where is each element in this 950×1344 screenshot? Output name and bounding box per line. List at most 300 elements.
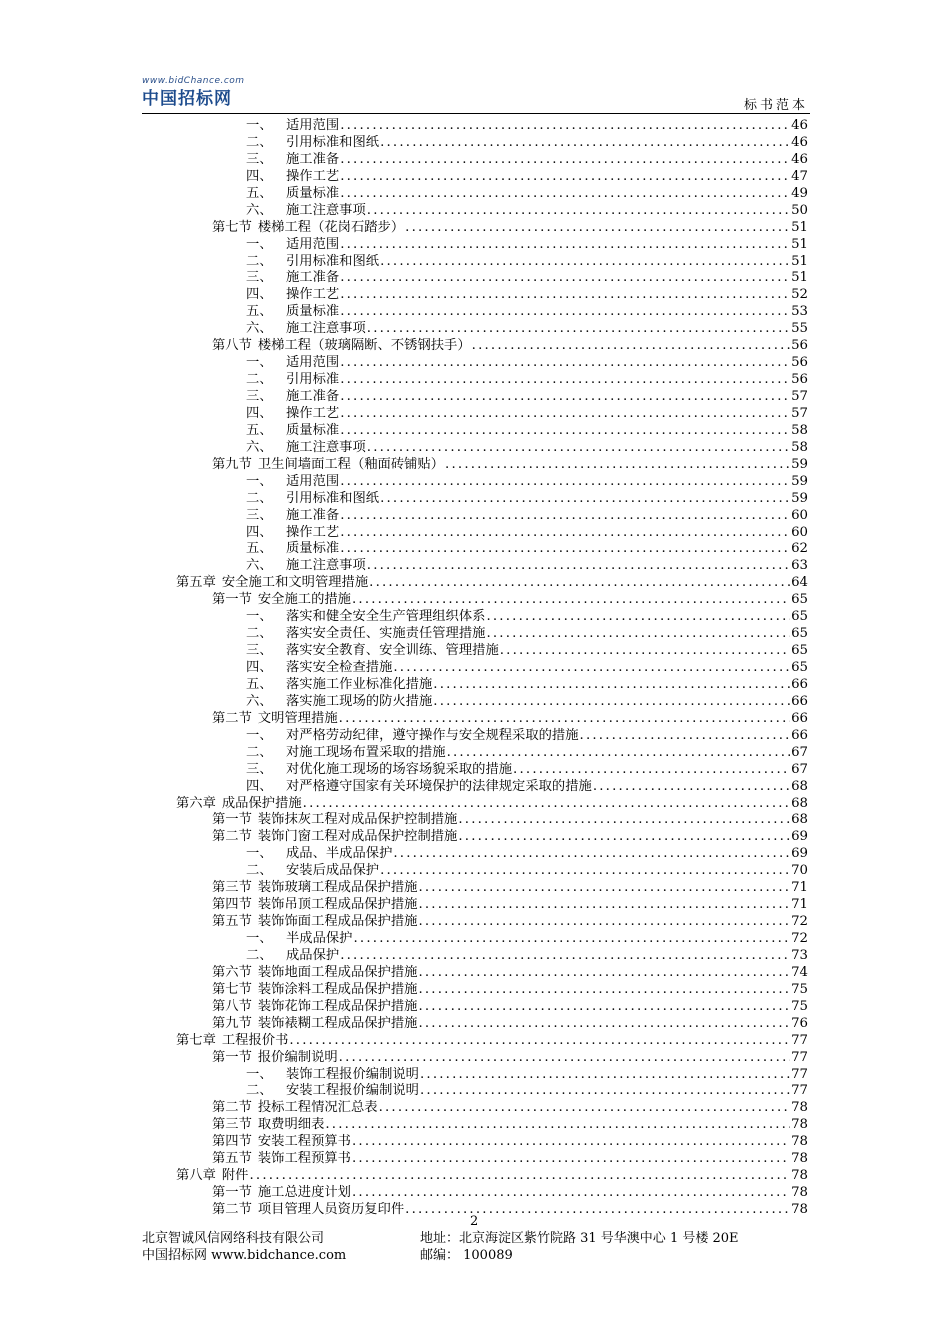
toc-entry-label	[212, 1202, 404, 1219]
toc-entry-title: 施工准备	[286, 389, 340, 404]
toc-entry-number: 三、	[246, 151, 273, 167]
toc-entry-title: 引用标准和图纸	[286, 134, 380, 150]
toc-entry-number: 四、	[246, 660, 273, 675]
toc-entry-number: 一、	[246, 1066, 273, 1082]
header-title: 标书范本	[743, 98, 808, 113]
toc-entry-label	[212, 829, 457, 846]
toc-entry-number: 二、	[246, 1083, 273, 1099]
toc-entry[interactable]	[142, 1083, 808, 1100]
toc-entry-label	[246, 677, 432, 694]
toc-entry-page: 65	[791, 626, 808, 642]
toc-entry-page: 63	[791, 558, 808, 574]
toc-entry[interactable]	[142, 372, 808, 389]
toc-entry-label	[246, 152, 339, 169]
toc-entry-title: 适用范围	[286, 118, 340, 133]
toc-entry-page: 59	[791, 490, 808, 506]
toc-entry[interactable]	[142, 609, 808, 626]
toc-entry[interactable]	[142, 203, 808, 220]
toc-dot-leader	[340, 237, 790, 254]
toc-entry-page: 51	[791, 270, 808, 286]
toc-entry[interactable]	[142, 491, 808, 508]
toc-entry-page: 60	[791, 507, 808, 523]
toc-entry-page: 67	[791, 761, 808, 777]
toc-entry[interactable]	[142, 237, 808, 254]
toc-entry[interactable]	[142, 931, 808, 948]
toc-entry-title: 质量标准	[286, 185, 340, 201]
toc-entry[interactable]	[142, 254, 808, 271]
toc-entry[interactable]	[142, 1117, 808, 1134]
toc-entry-number: 第九节	[212, 1015, 252, 1031]
toc-dot-leader	[472, 338, 790, 355]
toc-entry-page: 65	[791, 643, 808, 659]
toc-entry-page: 53	[791, 304, 808, 320]
toc-entry[interactable]	[142, 270, 808, 287]
toc-dot-leader	[500, 643, 790, 660]
toc-entry-number: 二、	[246, 947, 273, 963]
toc-entry[interactable]	[142, 406, 808, 423]
toc-entry-page: 60	[791, 524, 808, 540]
toc-dot-leader	[339, 1050, 790, 1067]
toc-entry-number: 第三节	[212, 880, 252, 896]
toc-entry[interactable]	[142, 694, 808, 711]
toc-entry-label	[212, 1016, 417, 1033]
toc-dot-leader	[420, 1067, 790, 1084]
toc-entry-page: 77	[791, 1032, 808, 1048]
toc-entry-label	[246, 237, 339, 254]
toc-dot-leader	[380, 491, 790, 508]
toc-entry-title: 质量标准	[286, 541, 340, 557]
toc-dot-leader	[513, 762, 790, 779]
toc-entry[interactable]	[142, 338, 808, 355]
toc-entry-title: 适用范围	[286, 355, 340, 371]
toc-entry[interactable]	[142, 1050, 808, 1067]
toc-entry-title: 施工准备	[286, 270, 340, 286]
toc-dot-leader	[340, 406, 790, 423]
toc-entry-title: 楼梯工程（玻璃隔断、不锈钢扶手）	[257, 338, 471, 354]
toc-entry[interactable]	[142, 948, 808, 965]
toc-entry-page: 73	[791, 947, 808, 963]
toc-entry-label	[212, 457, 444, 474]
toc-entry-title: 装饰玻璃工程成品保护措施	[257, 880, 418, 896]
toc-entry-title: 引用标准和图纸	[286, 490, 380, 506]
toc-dot-leader	[340, 948, 790, 965]
toc-dot-leader	[340, 152, 790, 169]
toc-entry-title: 施工注意事项	[286, 321, 366, 337]
toc-entry[interactable]	[142, 626, 808, 643]
toc-entry-label	[212, 812, 457, 829]
toc-entry-page: 56	[791, 338, 808, 354]
toc-dot-leader	[340, 372, 790, 389]
toc-entry-title: 成品保护	[286, 947, 340, 963]
toc-entry-page: 78	[791, 1134, 808, 1150]
toc-entry-number: 四、	[246, 524, 273, 540]
toc-entry-number: 第七节	[212, 981, 252, 997]
toc-entry-title: 工程报价书	[221, 1032, 289, 1048]
toc-entry-label	[246, 745, 446, 762]
toc-entry-label	[176, 575, 368, 592]
toc-entry-label	[246, 863, 379, 880]
toc-entry-title: 落实施工作业标准化措施	[286, 676, 433, 692]
toc-entry-page: 51	[791, 219, 808, 235]
toc-entry-page: 66	[791, 727, 808, 743]
toc-entry-label	[212, 338, 471, 355]
toc-entry-page: 67	[791, 744, 808, 760]
toc-entry-label	[246, 846, 392, 863]
toc-entry[interactable]	[142, 457, 808, 474]
toc-entry-label	[246, 355, 339, 372]
toc-entry-page: 75	[791, 981, 808, 997]
footer-company: 北京智诚风信网络科技有限公司	[142, 1231, 325, 1246]
toc-dot-leader	[340, 525, 790, 542]
toc-entry-number: 第五节	[212, 1151, 252, 1167]
toc-dot-leader	[340, 508, 790, 525]
toc-entry[interactable]	[142, 829, 808, 846]
toc-entry[interactable]	[142, 846, 808, 863]
toc-entry-title: 对优化施工现场的场容场貌采取的措施	[286, 761, 513, 777]
toc-entry-label	[246, 694, 432, 711]
toc-entry-number: 第八节	[212, 338, 252, 354]
toc-entry-number: 第二节	[212, 829, 252, 845]
toc-entry-number: 一、	[246, 473, 273, 489]
toc-dot-leader	[249, 1168, 790, 1185]
toc-entry-title: 安全施工的措施	[257, 592, 351, 608]
toc-entry-label	[212, 880, 417, 897]
toc-entry-number: 一、	[246, 931, 273, 946]
toc-dot-leader	[340, 304, 790, 321]
toc-entry[interactable]	[142, 423, 808, 440]
toc-dot-leader	[380, 254, 790, 271]
toc-entry[interactable]	[142, 863, 808, 880]
toc-entry[interactable]	[142, 575, 808, 592]
toc-entry-label	[246, 660, 392, 677]
toc-entry-page: 78	[791, 1202, 808, 1217]
toc-entry-title: 楼梯工程（花岗石踏步）	[257, 219, 405, 235]
toc-entry[interactable]	[142, 558, 808, 575]
toc-entry-number: 三、	[246, 389, 273, 404]
toc-entry-label	[212, 965, 417, 982]
toc-entry-number: 二、	[246, 490, 273, 506]
toc-entry-number: 五、	[246, 541, 273, 557]
toc-entry-label	[246, 626, 485, 643]
toc-entry-title: 施工注意事项	[286, 558, 366, 574]
toc-entry[interactable]	[142, 1016, 808, 1033]
toc-entry-title: 施工准备	[286, 507, 340, 523]
toc-entry[interactable]	[142, 711, 808, 728]
toc-dot-leader	[580, 728, 791, 745]
toc-entry-label	[246, 186, 339, 203]
toc-entry[interactable]	[142, 643, 808, 660]
toc-entry-label	[246, 169, 339, 186]
toc-entry[interactable]	[142, 914, 808, 931]
toc-entry[interactable]	[142, 779, 808, 796]
toc-entry[interactable]	[142, 389, 808, 406]
toc-entry-number: 第一节	[212, 592, 252, 608]
toc-entry-number: 二、	[246, 134, 273, 150]
toc-entry-title: 操作工艺	[286, 287, 340, 303]
toc-entry[interactable]	[142, 135, 808, 152]
toc-entry-title: 装饰抹灰工程对成品保护控制措施	[257, 812, 458, 828]
toc-entry-page: 62	[791, 541, 808, 557]
toc-entry-number: 第七节	[212, 219, 252, 235]
toc-entry-page: 68	[791, 778, 808, 794]
toc-dot-leader	[340, 389, 790, 406]
toc-entry-label	[212, 999, 417, 1016]
toc-entry-title: 投标工程情况汇总表	[257, 1100, 378, 1116]
toc-entry-number: 六、	[246, 693, 273, 709]
toc-entry-number: 三、	[246, 643, 273, 659]
toc-entry-page: 51	[791, 253, 808, 269]
toc-entry-number: 第五章	[176, 575, 216, 591]
toc-entry-number: 第九节	[212, 456, 252, 472]
toc-entry-label	[246, 1067, 419, 1084]
toc-dot-leader	[325, 1117, 790, 1134]
toc-entry-label	[246, 609, 485, 626]
toc-entry-title: 施工准备	[286, 151, 340, 167]
toc-entry-title: 装饰门窗工程对成品保护控制措施	[257, 829, 458, 845]
toc-dot-leader	[367, 321, 790, 338]
toc-entry-page: 68	[791, 795, 808, 811]
logo-name: 中国招标网	[142, 89, 232, 109]
toc-dot-leader	[352, 592, 790, 609]
toc-entry-title: 安装工程报价编制说明	[286, 1083, 419, 1099]
toc-entry-label	[246, 643, 499, 660]
toc-entry[interactable]	[142, 1151, 808, 1168]
toc-entry[interactable]	[142, 118, 808, 135]
toc-entry-number: 六、	[246, 558, 273, 574]
toc-entry[interactable]	[142, 745, 808, 762]
toc-dot-leader	[340, 355, 790, 372]
toc-entry-title: 安装工程预算书	[257, 1134, 351, 1150]
toc-entry-page: 65	[791, 609, 808, 625]
toc-entry-number: 二、	[246, 372, 273, 388]
toc-entry-label	[176, 1033, 288, 1050]
toc-entry-number: 第七章	[176, 1032, 216, 1048]
logo-url: www.bidChance.com	[142, 76, 245, 86]
toc-entry-page: 57	[791, 405, 808, 421]
toc-entry-page: 59	[791, 473, 808, 489]
toc-entry[interactable]	[142, 677, 808, 694]
toc-entry-title: 成品、半成品保护	[286, 846, 393, 862]
toc-entry-label	[246, 321, 366, 338]
toc-entry-label	[246, 118, 339, 135]
toc-entry-label	[212, 1151, 351, 1168]
toc-entry[interactable]	[142, 220, 808, 237]
toc-entry-number: 一、	[246, 236, 273, 252]
toc-entry-label	[246, 254, 379, 271]
toc-entry-title: 装饰涂料工程成品保护措施	[257, 981, 418, 997]
toc-entry[interactable]	[142, 728, 808, 745]
toc-entry-page: 47	[791, 168, 808, 184]
toc-entry[interactable]	[142, 1168, 808, 1185]
toc-dot-leader	[420, 1083, 790, 1100]
toc-entry-title: 文明管理措施	[257, 710, 338, 726]
toc-dot-leader	[486, 609, 790, 626]
toc-dot-leader	[393, 846, 790, 863]
toc-entry-page: 76	[791, 1015, 808, 1031]
toc-entry[interactable]	[142, 541, 808, 558]
toc-entry-page: 57	[791, 389, 808, 404]
toc-entry-label	[246, 728, 579, 745]
toc-dot-leader	[433, 677, 790, 694]
toc-dot-leader	[486, 626, 790, 643]
toc-entry-page: 56	[791, 372, 808, 388]
toc-entry-page: 69	[791, 829, 808, 845]
toc-dot-leader	[418, 880, 790, 897]
toc-entry-label	[212, 1185, 351, 1202]
toc-entry-number: 二、	[246, 863, 273, 879]
header-divider	[142, 113, 810, 114]
toc-entry-title: 引用标准和图纸	[286, 253, 380, 269]
toc-entry-label	[246, 474, 339, 491]
toc-entry-page: 69	[791, 846, 808, 862]
toc-entry-number: 第八节	[212, 998, 252, 1014]
toc-entry-page: 71	[791, 880, 808, 896]
toc-entry[interactable]	[142, 169, 808, 186]
toc-entry-label	[246, 440, 366, 457]
toc-entry-label	[212, 220, 404, 237]
toc-entry-label	[212, 1100, 378, 1117]
toc-entry-number: 第八章	[176, 1168, 216, 1184]
toc-entry-title: 装饰工程预算书	[257, 1151, 351, 1167]
toc-entry-page: 52	[791, 287, 808, 303]
toc-entry[interactable]	[142, 287, 808, 304]
toc-entry[interactable]	[142, 474, 808, 491]
toc-entry[interactable]	[142, 1185, 808, 1202]
toc-entry-page: 58	[791, 439, 808, 455]
toc-dot-leader	[380, 135, 790, 152]
toc-entry-page: 78	[791, 1100, 808, 1116]
toc-entry-page: 77	[791, 1083, 808, 1099]
toc-entry-page: 49	[791, 185, 808, 201]
toc-entry-page: 46	[791, 151, 808, 167]
page-header	[142, 72, 810, 114]
toc-entry[interactable]	[142, 796, 808, 813]
toc-entry[interactable]	[142, 1033, 808, 1050]
toc-dot-leader	[418, 965, 790, 982]
toc-entry-title: 落实安全教育、安全训练、管理措施	[286, 643, 499, 659]
footer-site: 中国招标网 www.bidchance.com	[142, 1248, 347, 1263]
toc-entry[interactable]	[142, 1134, 808, 1151]
footer-postcode: 邮编： 100089	[420, 1248, 513, 1263]
toc-entry-title: 装饰裱糊工程成品保护措施	[257, 1015, 418, 1031]
toc-entry[interactable]	[142, 982, 808, 999]
toc-entry-title: 对严格遵守国家有关环境保护的法律规定采取的措施	[286, 778, 592, 794]
toc-dot-leader	[418, 914, 790, 931]
toc-entry[interactable]	[142, 1067, 808, 1084]
toc-entry-label	[212, 1050, 338, 1067]
toc-entry-title: 项目管理人员资历复印件	[257, 1202, 405, 1217]
toc-entry[interactable]	[142, 186, 808, 203]
toc-entry-number: 第六章	[176, 795, 216, 811]
toc-entry[interactable]	[142, 660, 808, 677]
toc-entry-label	[212, 711, 338, 728]
table-of-contents	[142, 118, 808, 1219]
toc-entry-number: 五、	[246, 304, 273, 320]
toc-entry[interactable]	[142, 812, 808, 829]
toc-entry-title: 适用范围	[286, 236, 340, 252]
toc-dot-leader	[369, 575, 790, 592]
toc-entry-number: 第一节	[212, 1185, 252, 1201]
toc-entry-page: 46	[791, 118, 808, 133]
toc-entry-label	[246, 372, 339, 389]
toc-entry-label	[246, 931, 352, 948]
toc-entry-page: 50	[791, 202, 808, 218]
toc-entry-title: 施工注意事项	[286, 202, 366, 218]
toc-entry-page: 78	[791, 1151, 808, 1167]
toc-entry-label	[246, 423, 339, 440]
toc-entry-page: 46	[791, 134, 808, 150]
toc-dot-leader	[367, 440, 790, 457]
toc-dot-leader	[340, 541, 790, 558]
toc-entry[interactable]	[142, 880, 808, 897]
toc-entry-label	[176, 796, 302, 813]
toc-entry-title: 质量标准	[286, 422, 340, 438]
toc-dot-leader	[367, 203, 790, 220]
toc-entry[interactable]	[142, 321, 808, 338]
toc-entry[interactable]	[142, 508, 808, 525]
toc-entry-page: 74	[791, 964, 808, 980]
toc-entry-label	[246, 948, 339, 965]
toc-entry-page: 71	[791, 897, 808, 913]
toc-entry-title: 操作工艺	[286, 405, 340, 421]
toc-dot-leader	[445, 457, 790, 474]
toc-entry[interactable]	[142, 999, 808, 1016]
toc-entry-label	[246, 406, 339, 423]
toc-dot-leader	[340, 423, 790, 440]
toc-dot-leader	[340, 287, 790, 304]
toc-entry-page: 72	[791, 931, 808, 946]
toc-entry-page: 72	[791, 914, 808, 930]
toc-entry[interactable]	[142, 762, 808, 779]
toc-entry-number: 五、	[246, 676, 273, 692]
toc-entry[interactable]	[142, 897, 808, 914]
toc-entry-title: 对施工现场布置采取的措施	[286, 744, 446, 760]
toc-entry-title: 操作工艺	[286, 524, 340, 540]
toc-dot-leader	[447, 745, 791, 762]
toc-entry-number: 第一节	[212, 812, 252, 828]
toc-entry[interactable]	[142, 965, 808, 982]
toc-dot-leader	[339, 711, 790, 728]
toc-entry-page: 58	[791, 422, 808, 438]
toc-entry[interactable]	[142, 355, 808, 372]
toc-entry-page: 59	[791, 456, 808, 472]
toc-entry-number: 四、	[246, 287, 273, 303]
toc-entry-label	[212, 1117, 324, 1134]
toc-entry[interactable]	[142, 1100, 808, 1117]
toc-entry-page: 78	[791, 1168, 808, 1184]
toc-entry-number: 三、	[246, 270, 273, 286]
toc-dot-leader	[367, 558, 790, 575]
toc-entry-number: 一、	[246, 118, 273, 133]
toc-dot-leader	[352, 1185, 790, 1202]
toc-entry-page: 68	[791, 812, 808, 828]
toc-entry[interactable]	[142, 525, 808, 542]
toc-entry[interactable]	[142, 592, 808, 609]
toc-entry-page: 75	[791, 998, 808, 1014]
toc-dot-leader	[418, 982, 790, 999]
toc-entry-number: 六、	[246, 321, 273, 337]
toc-entry-title: 施工注意事项	[286, 439, 366, 455]
toc-entry-label	[212, 1134, 351, 1151]
toc-entry[interactable]	[142, 304, 808, 321]
toc-dot-leader	[418, 999, 790, 1016]
toc-entry[interactable]	[142, 440, 808, 457]
toc-entry-title: 安全施工和文明管理措施	[221, 575, 369, 591]
toc-entry-number: 一、	[246, 609, 273, 625]
toc-entry-title: 装饰吊顶工程成品保护措施	[257, 897, 418, 913]
toc-entry-page: 77	[791, 1066, 808, 1082]
toc-entry[interactable]	[142, 152, 808, 169]
